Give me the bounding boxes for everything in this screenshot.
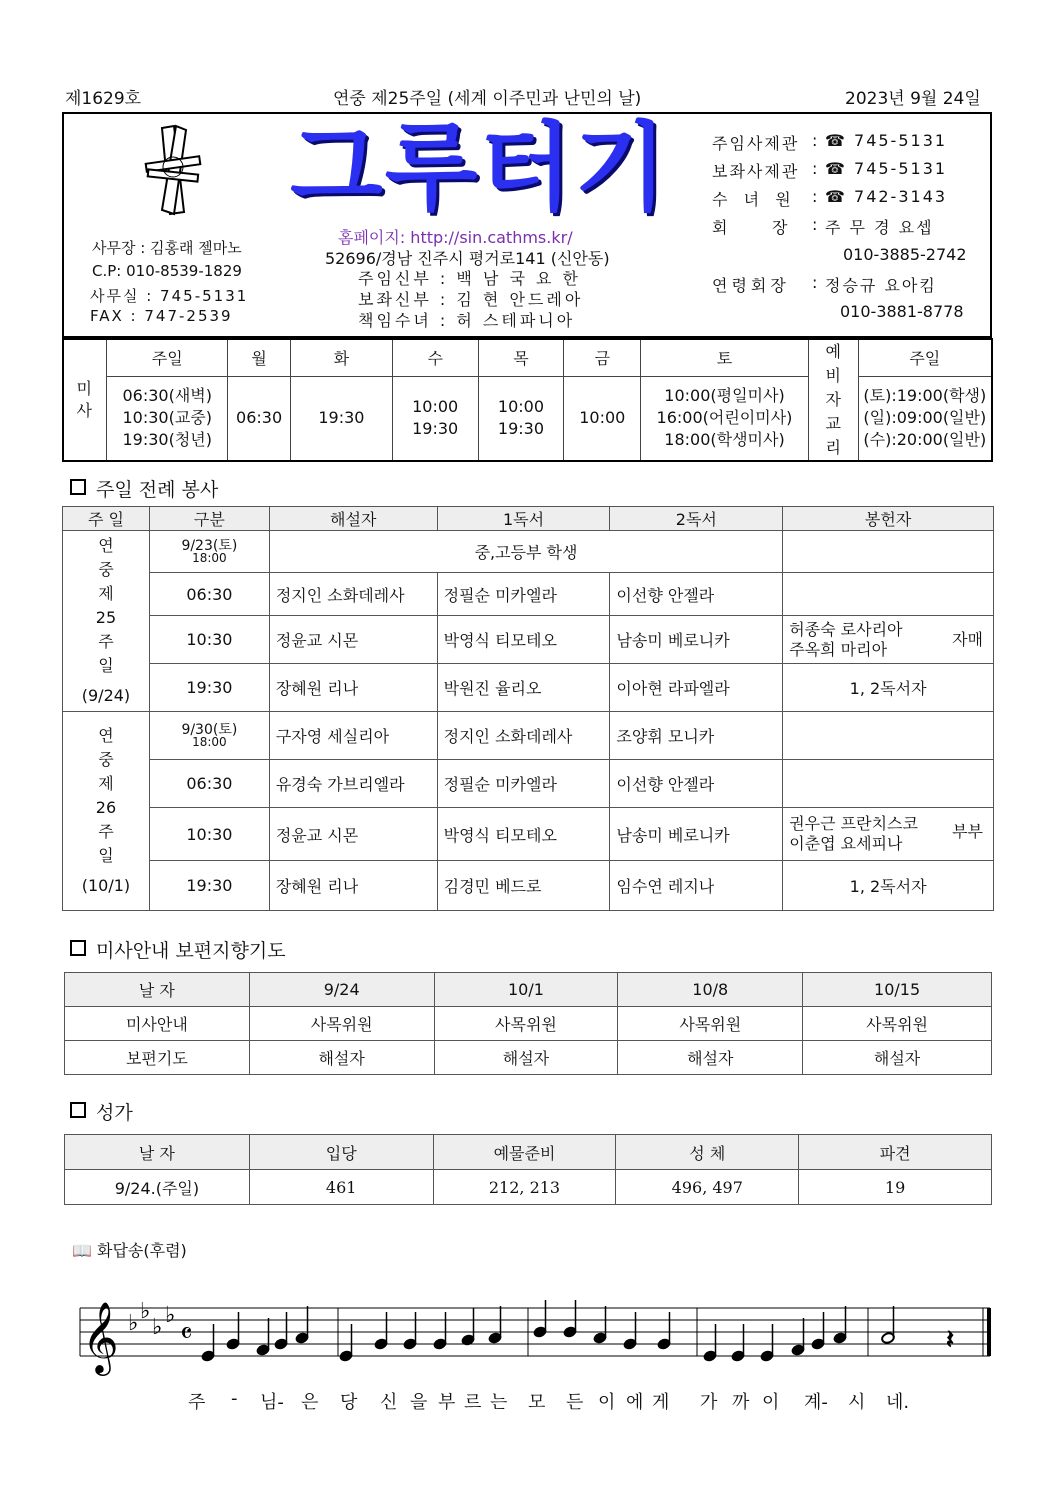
day-fri: 금 bbox=[564, 339, 641, 376]
hymn-section-title: 성가 bbox=[70, 1098, 133, 1125]
contact-value: 010-3885-2742 bbox=[843, 245, 967, 264]
contact-label: 보좌사제관 bbox=[712, 162, 800, 181]
psalm-title: 📖 화답송(후렴) bbox=[72, 1241, 187, 1260]
contact-label: 연령회장 bbox=[712, 276, 790, 295]
header-offertory: 봉헌자 bbox=[783, 507, 994, 531]
service-table: 주 일 구분 해설자 1독서 2독서 봉헌자 연 중 제 25 주 일 (9/24) 9/23(토) 18:00 중,고등부 학생 06:30 정지인 소화데레사 정필순 미카엘라 이선향 안젤라 10:30 정윤교 시몬 박영식 티모테오 남송미 베로니카 허종숙 로사리아 주옥희 마리아 자매 19:30 장혜원 리나 박원진 율리오 이아현 라파엘라 1, 2독서자 연 중 제 26 주 일 (10/1) 9/30(토) 18:00 구자영 세실리아 정지인 소화데레사 조양휘 모니카 06:30 유경숙 가브리엘라 정필순 미카엘라 이선향 안젤라 10:30 정윤교 시몬 박영식 티모테오 남송미 베로니카 권우근 프란치스코 이춘엽 요세피나 부부 19:30 장혜원 리나 김경민 베드로 임수연 레지나 1, 2독서자 bbox=[62, 506, 994, 911]
svg-text:♭: ♭ bbox=[140, 1299, 151, 1324]
fri-time: 10:00 bbox=[564, 376, 641, 461]
week1-label: 연 중 제 25 주 일 (9/24) bbox=[63, 531, 150, 712]
contact-value: ☎ 745-5131 bbox=[825, 159, 948, 178]
psalm-staff bbox=[70, 1280, 995, 1380]
svg-text:♭: ♭ bbox=[165, 1303, 176, 1328]
day-sunday: 주일 bbox=[107, 339, 228, 376]
catechumen-label: 예비자교리 bbox=[808, 339, 858, 461]
contact-label: 회 장 bbox=[712, 218, 790, 237]
tue-time: 19:30 bbox=[291, 376, 393, 461]
issue-number: 제1629호 bbox=[65, 89, 142, 109]
mon-time: 06:30 bbox=[228, 376, 291, 461]
day-sat: 토 bbox=[641, 339, 809, 376]
guide-section-title: 미사안내 보편지향기도 bbox=[70, 936, 286, 963]
cross-logo-icon bbox=[140, 120, 206, 218]
mass-row-label: 미사 bbox=[63, 339, 107, 461]
rest-icon: 𝄽 bbox=[946, 1325, 954, 1355]
header-reading2: 2독서 bbox=[610, 507, 783, 531]
svg-text:♭: ♭ bbox=[152, 1315, 163, 1340]
treble-clef-icon: 𝄞 bbox=[82, 1300, 119, 1373]
hymn-table: 날 자 입당 예물준비 성 체 파견 9/24.(주일) 461 212, 213 496, 497 19 bbox=[64, 1134, 992, 1205]
pastor: 주임신부 : 백 남 국 요 한 bbox=[358, 269, 582, 288]
day-tue: 화 bbox=[291, 339, 393, 376]
sister-in-charge: 책임수녀 : 허 스테파니아 bbox=[358, 311, 576, 330]
header-reading1: 1독서 bbox=[437, 507, 610, 531]
parish-address: 52696/경남 진주시 평거로141 (신안동) bbox=[325, 249, 610, 268]
day-mon: 월 bbox=[228, 339, 291, 376]
bulletin-title: 그루터기 bbox=[290, 112, 669, 224]
contact-value: 010-3881-8778 bbox=[840, 302, 964, 321]
contact-value: ☎ 745-5131 bbox=[825, 131, 948, 150]
contact-label: 수 녀 원 bbox=[712, 190, 793, 209]
header-part: 구분 bbox=[149, 507, 269, 531]
sunday-name: 연중 제25주일 (세계 이주민과 난민의 날) bbox=[333, 89, 642, 109]
svg-text:♭: ♭ bbox=[128, 1311, 139, 1336]
office-fax: FAX : 747-2539 bbox=[90, 307, 233, 325]
service-section-title: 주일 전례 봉사 bbox=[70, 475, 218, 502]
assistant-priest: 보좌신부 : 김 현 안드레아 bbox=[358, 290, 584, 309]
office-cp: C.P: 010-8539-1829 bbox=[92, 262, 242, 280]
table-row: 19:30 bbox=[149, 664, 269, 712]
office-tel: 사무실 : 745-5131 bbox=[90, 287, 249, 305]
table-row: 19:30 bbox=[149, 861, 269, 911]
table-row: 06:30 bbox=[149, 573, 269, 616]
office-manager: 사무장 : 김홍래 젤마노 bbox=[92, 239, 242, 257]
catechumen-times: (토):19:00(학생) (일):09:00(일반) (수):20:00(일반) bbox=[858, 376, 992, 461]
header-sunday: 주 일 bbox=[63, 507, 150, 531]
svg-text:𝄴: 𝄴 bbox=[180, 1317, 193, 1350]
sat-times: 10:00(평일미사) 16:00(어린이미사) 18:00(학생미사) bbox=[641, 376, 809, 461]
catechumen-head: 주일 bbox=[858, 339, 992, 376]
contact-value: 정승규 요아킴 bbox=[825, 276, 937, 295]
book-icon: 📖 bbox=[72, 1241, 92, 1260]
contact-label: 주임사제관 bbox=[712, 134, 800, 153]
header-commentator: 해설자 bbox=[269, 507, 437, 531]
table-row: 10:30 bbox=[149, 808, 269, 861]
sunday-times: 06:30(새벽) 10:30(교중) 19:30(청년) bbox=[107, 376, 228, 461]
mass-schedule-table bbox=[62, 338, 993, 462]
table-row: 06:30 bbox=[149, 760, 269, 808]
table-row: 9/23(토) 18:00 bbox=[149, 531, 269, 573]
week2-label: 연 중 제 26 주 일 (10/1) bbox=[63, 712, 150, 911]
day-wed: 수 bbox=[392, 339, 478, 376]
day-thu: 목 bbox=[478, 339, 564, 376]
table-row: 9/30(토) 18:00 bbox=[149, 712, 269, 760]
guide-table: 날 자 9/24 10/1 10/8 10/15 미사안내 사목위원 사목위원 사목위원 사목위원 보편기도 해설자 해설자 해설자 해설자 bbox=[64, 972, 992, 1075]
homepage-link[interactable]: 홈페이지: http://sin.cathms.kr/ bbox=[338, 228, 573, 247]
table-row: 10:30 bbox=[149, 616, 269, 664]
issue-date: 2023년 9월 24일 bbox=[845, 89, 981, 109]
merged-cell: 중,고등부 학생 bbox=[269, 531, 782, 573]
wed-times: 10:00 19:30 bbox=[392, 376, 478, 461]
thu-times: 10:00 19:30 bbox=[478, 376, 564, 461]
contact-value: 주 무 경 요셉 bbox=[825, 218, 934, 237]
contact-value: ☎ 742-3143 bbox=[825, 187, 948, 206]
